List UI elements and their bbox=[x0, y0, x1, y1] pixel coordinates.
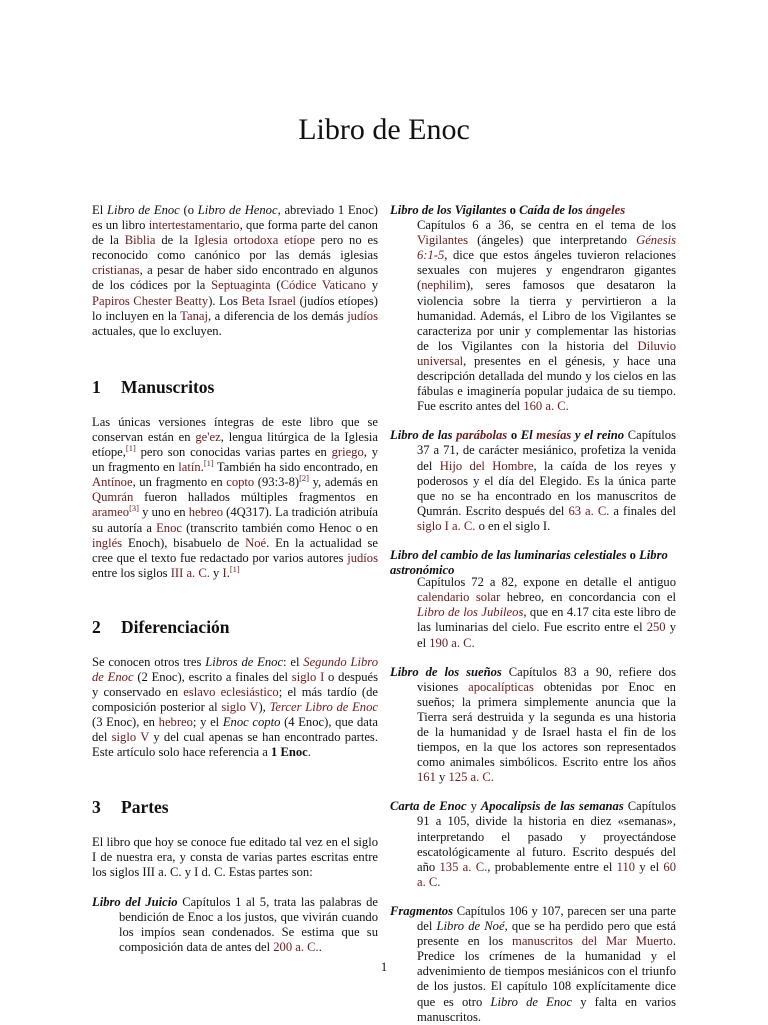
link-arameo[interactable]: arameo bbox=[92, 505, 130, 520]
link-mesias[interactable]: mesías bbox=[536, 428, 572, 443]
link-latin[interactable]: latín bbox=[178, 460, 201, 475]
entry-libro-del-juicio: Libro del Juicio Capítulos 1 al 5, trata las palabras de bendición de Enoc a los justos, que vivirán cuando los impíos sean condenados. Se estima que su composición data de antes del 200 a. C.. bbox=[92, 894, 378, 955]
link-griego[interactable]: griego bbox=[331, 445, 364, 460]
entry-fragmentos: Fragmentos Capítulos 106 y 107, parecen ser una parte del Libro de Noé, que se ha perdido pero que está presente en los manuscritos del Mar Muerto. Predice los crímenes de la humanidad y el advenimiento de tiempos mesiánicos con el triunfo de los justos. El capítulo 108 explícitamente dice que es otro Libro de Enoc y falta en varios manuscritos. bbox=[390, 903, 677, 1024]
link-diluvio[interactable]: Diluvio universal bbox=[417, 338, 676, 368]
diferenciacion-paragraph: Se conocen otros tres Libros de Enoc: el Segundo Libro de Enoc (2 Enoc), escrito a finales del siglo I o después y conservado en eslavo eclesiástico; el más tardío (de composición posterior al siglo V), Tercer Libro de Enoc (3 Enoc), en hebreo; y el Enoc copto (4 Enoc), que data del siglo V y del cual apenas se han encontrado partes. Este artículo solo hace referencia a 1 Enoc. bbox=[92, 654, 379, 760]
manuscritos-paragraph: Las únicas versiones íntegras de este libro que se conservan están en ge'ez, lengua litúrgica de la Iglesia etíope,[1] pero son conocidas varias partes en griego, y un fragmento en latín.[1] También ha sido encontrado, en Antínoe, un fragmento en copto (93:3-8)[2] y, además en Qumrán fueron hallados múltiples fragmentos en arameo[3] y uno en hebreo (4Q317). La tradición atribuía su autoría a Enoc (transcrito también como Henoc o en inglés Enoch), bisabuelo de Noé. En la actualidad se cree que el texto fue redactado por varios autores judíos entre los siglos III a. C. y I.[1] bbox=[92, 414, 379, 580]
left-column bbox=[92, 203, 378, 955]
entry-luminarias-desc: Capítulos 72 a 82, expone en detalle el antiguo calendario solar hebreo, en concordancia con el Libro de los Jubileos, que en 4.17 cita este libro de las luminarias del cielo. Fue escrito entre el 250 y el 190 a. C. bbox=[417, 575, 676, 650]
section-heading-partes: 3 Partes bbox=[92, 796, 169, 817]
link-intertestamentario[interactable]: intertestamentario bbox=[148, 218, 240, 233]
link-250[interactable]: 250 bbox=[646, 620, 666, 635]
entry-suenos: Libro de los sueños Capítulos 83 a 90, refiere dos visiones apocalípticas obtenidas por Enoc en sueños; la primera simplemente anuncia que la Tierra será destruida y la segunda es una historia de la humanidad y de Israel hasta el fin de los tiempos, en la que los actores son representados como animales simbólicos. Escrito entre los años 161 y 125 a. C. bbox=[390, 664, 676, 785]
section-heading-manuscritos: 1 Manuscritos bbox=[92, 376, 215, 397]
link-segundo-libro[interactable]: Segundo Libro de Enoc bbox=[92, 654, 379, 684]
link-125-ac[interactable]: 125 a. C. bbox=[448, 770, 494, 785]
link-nephilim[interactable]: nephilim bbox=[421, 278, 466, 293]
link-manuscritos-mar-muerto[interactable]: manuscritos del Mar Muerto bbox=[512, 934, 673, 949]
link-siglo-v[interactable]: siglo V bbox=[221, 700, 259, 715]
link-codice-vaticano[interactable]: Códice Vaticano bbox=[280, 278, 366, 293]
link-ingles[interactable]: inglés bbox=[92, 535, 123, 550]
link-geez[interactable]: ge'ez bbox=[195, 429, 221, 444]
link-eslavo[interactable]: eslavo eclesiástico bbox=[183, 685, 279, 700]
link-siglo-i-ac[interactable]: siglo I a. C. bbox=[417, 518, 476, 533]
page-number: 1 bbox=[380, 960, 388, 974]
link-161[interactable]: 161 bbox=[417, 770, 436, 785]
link-vigilantes[interactable]: Vigilantes bbox=[417, 233, 469, 248]
link-qumran[interactable]: Qumrán bbox=[92, 490, 134, 505]
link-tercer-libro[interactable]: Tercer Libro de Enoc bbox=[269, 700, 378, 715]
link-enoc[interactable]: Enoc bbox=[156, 520, 182, 535]
entry-vigilantes-term: Libro de los Vigilantes o Caída de los ángeles bbox=[390, 203, 626, 217]
link-judios-2[interactable]: judíos bbox=[347, 550, 378, 565]
link-jubileos[interactable]: Libro de los Jubileos bbox=[417, 605, 524, 620]
ref-link[interactable]: [3] bbox=[129, 503, 139, 514]
ref-link[interactable]: [2] bbox=[299, 473, 309, 484]
link-noe[interactable]: Noé bbox=[245, 535, 267, 550]
page-title: Libro de Enoc bbox=[298, 113, 470, 146]
link-siglo-i[interactable]: I bbox=[222, 565, 227, 580]
link-135-ac[interactable]: 135 a. C. bbox=[439, 859, 488, 874]
link-beta-israel[interactable]: Beta Israel bbox=[241, 293, 297, 308]
link-200-ac[interactable]: 200 a. C. bbox=[273, 940, 319, 955]
entry-luminarias-term: Libro del cambio de las luminarias celestiales o Libro astronómico bbox=[390, 547, 668, 578]
entry-parabolas: Libro de las parábolas o El mesías y el reino Capítulos 37 a 71, de carácter mesiánico, profetiza la venida del Hijo del Hombre, la caída de los reyes y poderosos y el día del Elegido. Es la única parte que no se ha encontrado en los manuscritos de Qumrán. Escrito después del 63 a. C. a finales del siglo I a. C. o en el siglo I. bbox=[390, 428, 676, 533]
link-copto[interactable]: copto bbox=[226, 475, 255, 490]
link-antinoe[interactable]: Antínoe bbox=[92, 475, 133, 490]
link-judios[interactable]: judíos bbox=[347, 308, 378, 323]
link-60-ac[interactable]: 60 a. C. bbox=[417, 859, 676, 889]
link-parabolas[interactable]: parábolas bbox=[456, 428, 508, 443]
link-hijo-del-hombre[interactable]: Hijo del Hombre bbox=[439, 458, 534, 473]
link-siglo-i-2[interactable]: siglo I bbox=[291, 669, 325, 684]
link-hebreo[interactable]: hebreo bbox=[188, 505, 223, 520]
link-siglo-v-2[interactable]: siglo V bbox=[111, 730, 150, 745]
link-apocalipticas[interactable]: apocalípticas bbox=[468, 679, 534, 694]
partes-paragraph: El libro que hoy se conoce fue editado tal vez en el siglo I de nuestra era, y consta de varias partes escritas entre los siglos III a. C. y I d. C. Estas partes son: bbox=[92, 834, 378, 879]
link-papiros-chester-beatty[interactable]: Papiros Chester Beatty bbox=[92, 293, 209, 308]
link-genesis[interactable]: Génesis 6:1-5 bbox=[417, 233, 676, 263]
link-calendario-solar[interactable]: calendario solar bbox=[417, 590, 501, 605]
link-hebreo-2[interactable]: hebreo bbox=[158, 715, 193, 730]
entry-vigilantes-desc: Capítulos 6 a 36, se centra en el tema de los Vigilantes (ángeles) que interpretando Génesis 6:1-5, dice que estos ángeles tuvieron relaciones sexuales con mujeres y engendraron gigantes (nephilim), seres famosos que desataron la violencia sobre la tierra y pervirtieron a la humanidad. Además, el Libro de los Vigilantes se caracteriza por unir y complementar las historias de los Vigilantes con la historia del Diluvio universal, presentes en el génesis, y hace una descripción detallada del mundo y los cielos en las fábulas e imaginería popular judaica de su tiempo. Fue escrito antes del 160 a. C. bbox=[417, 218, 676, 414]
link-tanaj[interactable]: Tanaj bbox=[180, 308, 208, 323]
entry-carta: Carta de Enoc y Apocalipsis de las semanas Capítulos 91 a 105, divide la historia en diez «semanas», interpretando el pasado y proyectándose escatológicamente al futuro. Escrito después del año 135 a. C., probablemente entre el 110 y el 60 a. C. bbox=[390, 799, 676, 889]
link-septuaginta[interactable]: Septuaginta bbox=[211, 278, 271, 293]
link-160-ac[interactable]: 160 a. C. bbox=[523, 399, 569, 414]
link-63-ac[interactable]: 63 a. C. bbox=[568, 503, 610, 518]
intro-paragraph: El Libro de Enoc (o Libro de Henoc, abreviado 1 Enoc) es un libro intertestamentario, que forma parte del canon de la Biblia de la Iglesia ortodoxa etíope pero no es reconocido como canónico por las demás iglesias cristianas, a pesar de haber sido encontrado en algunos de los códices por la Septuaginta (Códice Vaticano y Papiros Chester Beatty). Los Beta Israel (judíos etíopes) lo incluyen en la Tanaj, a diferencia de los demás judíos actuales, que lo excluyen. bbox=[92, 203, 379, 338]
link-iii-ac[interactable]: III a. C. bbox=[170, 565, 210, 580]
link-biblia[interactable]: Biblia bbox=[124, 233, 156, 248]
link-110[interactable]: 110 bbox=[616, 859, 636, 874]
ref-link[interactable]: [1] bbox=[203, 458, 214, 469]
link-iglesia-etiope[interactable]: Iglesia ortodoxa etíope bbox=[194, 233, 315, 248]
link-cristianas[interactable]: cristianas bbox=[92, 263, 140, 278]
right-column bbox=[390, 203, 676, 1025]
ref-link[interactable]: [1] bbox=[229, 563, 240, 574]
link-angeles[interactable]: ángeles bbox=[585, 203, 626, 217]
link-190-ac[interactable]: 190 a. C. bbox=[429, 635, 475, 650]
ref-link[interactable]: [1] bbox=[125, 443, 136, 454]
section-heading-diferenciacion: 2 Diferenciación bbox=[92, 616, 230, 637]
